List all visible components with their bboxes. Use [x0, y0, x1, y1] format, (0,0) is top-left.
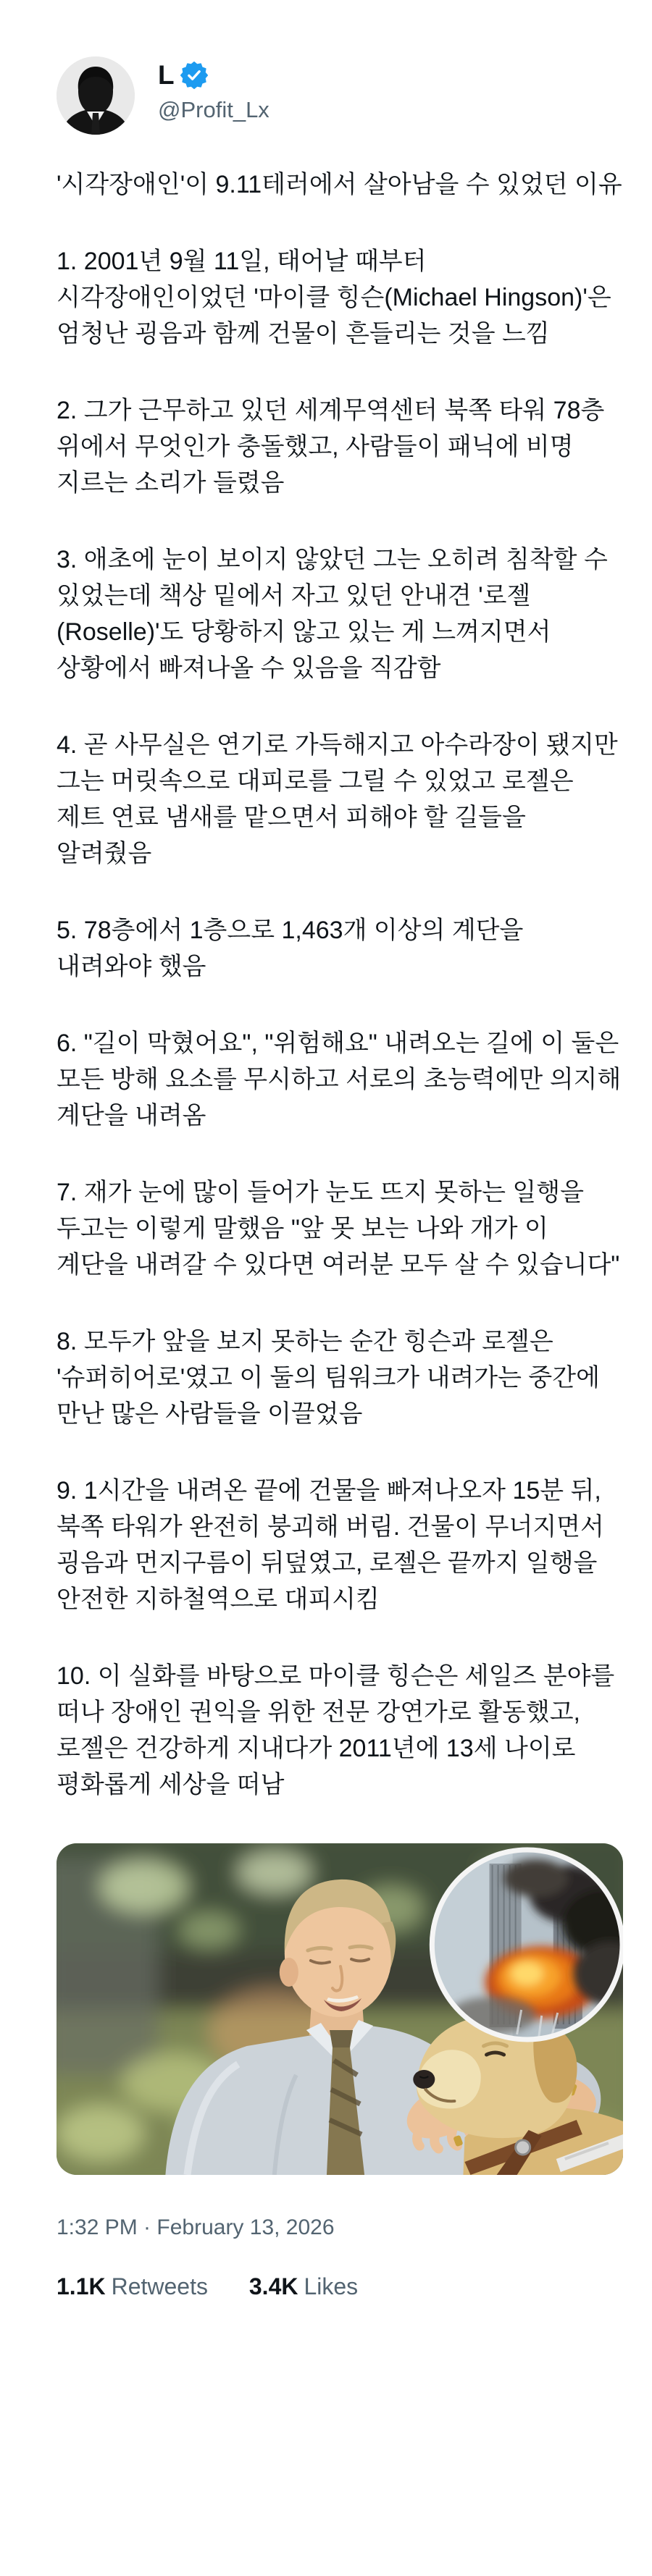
- tweet-paragraphs: [57, 243, 628, 1803]
- likes-stat[interactable]: [249, 2273, 358, 2299]
- tweet-header: [57, 56, 623, 135]
- photo-inset-towers: [430, 1848, 623, 2042]
- likes-label: Likes: [304, 2273, 359, 2299]
- retweets-count: 1.1K: [57, 2273, 106, 2299]
- verified-badge-icon: [180, 62, 208, 89]
- tweet-paragraph: 8. 모두가 앞을 보지 못하는 순간 힝슨과 로젤은 '슈퍼히어로'였고 이 둘의 팀워크가 내려가는 중간에 만난 많은 사람들을 이끌었음: [57, 1328, 607, 1428]
- tweet-paragraph: 7. 재가 눈에 많이 들어가 눈도 뜨지 못하는 일행을 두고는 이렇게 말했음 "앞 못 보는 나와 개가 이 계단을 내려갈 수 있다면 여러분 모두 살 수 있습니다": [57, 1179, 620, 1279]
- author-name[interactable]: L: [158, 60, 175, 90]
- photo-illustration: [57, 1843, 623, 2175]
- tweet-photo[interactable]: [57, 1843, 623, 2175]
- tweet-paragraph: 4. 곧 사무실은 연기로 가득해지고 아수라장이 됐지만 그는 머릿속으로 대피로를 그릴 수 있었고 로젤은 제트 연료 냄새를 맡으면서 피해야 할 길들을 알려줬음: [57, 731, 625, 867]
- author-block: [158, 56, 269, 122]
- tweet-text: [57, 167, 628, 1803]
- tweet-paragraph: 5. 78층에서 1층으로 1,463개 이상의 계단을 내려와야 했음: [57, 917, 530, 980]
- retweets-stat[interactable]: [57, 2273, 208, 2299]
- tweet-paragraph: 1. 2001년 9월 11일, 태어날 때부터 시각장애인이었던 '마이클 힝슨(Michael Hingson)'은 엄청난 굉음과 함께 건물이 흔들리는 것을 느낌: [57, 248, 619, 348]
- author-handle[interactable]: @Profit_Lx: [158, 96, 269, 122]
- tweet-title: '시각장애인'이 9.11테러에서 살아남을 수 있었던 이유: [57, 171, 622, 198]
- timestamp: 1:32 PM · February 13, 2026: [57, 2215, 335, 2239]
- retweets-label: Retweets: [111, 2273, 208, 2299]
- tweet-stats: [57, 2273, 623, 2300]
- likes-count: 3.4K: [248, 2273, 298, 2299]
- tweet-paragraph: 3. 애초에 눈이 보이지 않았던 그는 오히려 침착할 수 있었는데 책상 밑에서 자고 있던 안내견 '로젤(Roselle)'도 당황하지 않고 있는 게 느껴지면서 상황에서 빠져나올 수 있음을 직감함: [57, 546, 615, 682]
- avatar-silhouette: [57, 56, 135, 135]
- avatar[interactable]: [57, 56, 135, 135]
- tweet-paragraph: 2. 그가 근무하고 있던 세계무역센터 북쪽 타워 78층 위에서 무엇인가 충돌했고, 사람들이 패닉에 비명 지르는 소리가 들렸음: [57, 397, 611, 497]
- tweet-paragraph: 10. 이 실화를 바탕으로 마이클 힝슨은 세일즈 분야를 떠나 장애인 권익을 위한 전문 강연가로 활동했고, 로젤은 건강하게 지내다가 2011년에 13세 나이로 평화롭게 세상을 떠남: [57, 1662, 622, 1798]
- tweet-paragraph: 9. 1시간을 내려온 끝에 건물을 빠져나오자 15분 뒤, 북쪽 타워가 완전히 붕괴해 버림. 건물이 무너지면서 굉음과 먼지구름이 뒤덮였고, 로젤은 끝까지 일행을 안전한 지하철역으로 대피시킴: [57, 1477, 611, 1613]
- tweet-paragraph: 6. "길이 막혔어요", "위험해요" 내려오는 길에 이 둘은 모든 방해 요소를 무시하고 서로의 초능력에만 의지해 계단을 내려옴: [57, 1030, 628, 1129]
